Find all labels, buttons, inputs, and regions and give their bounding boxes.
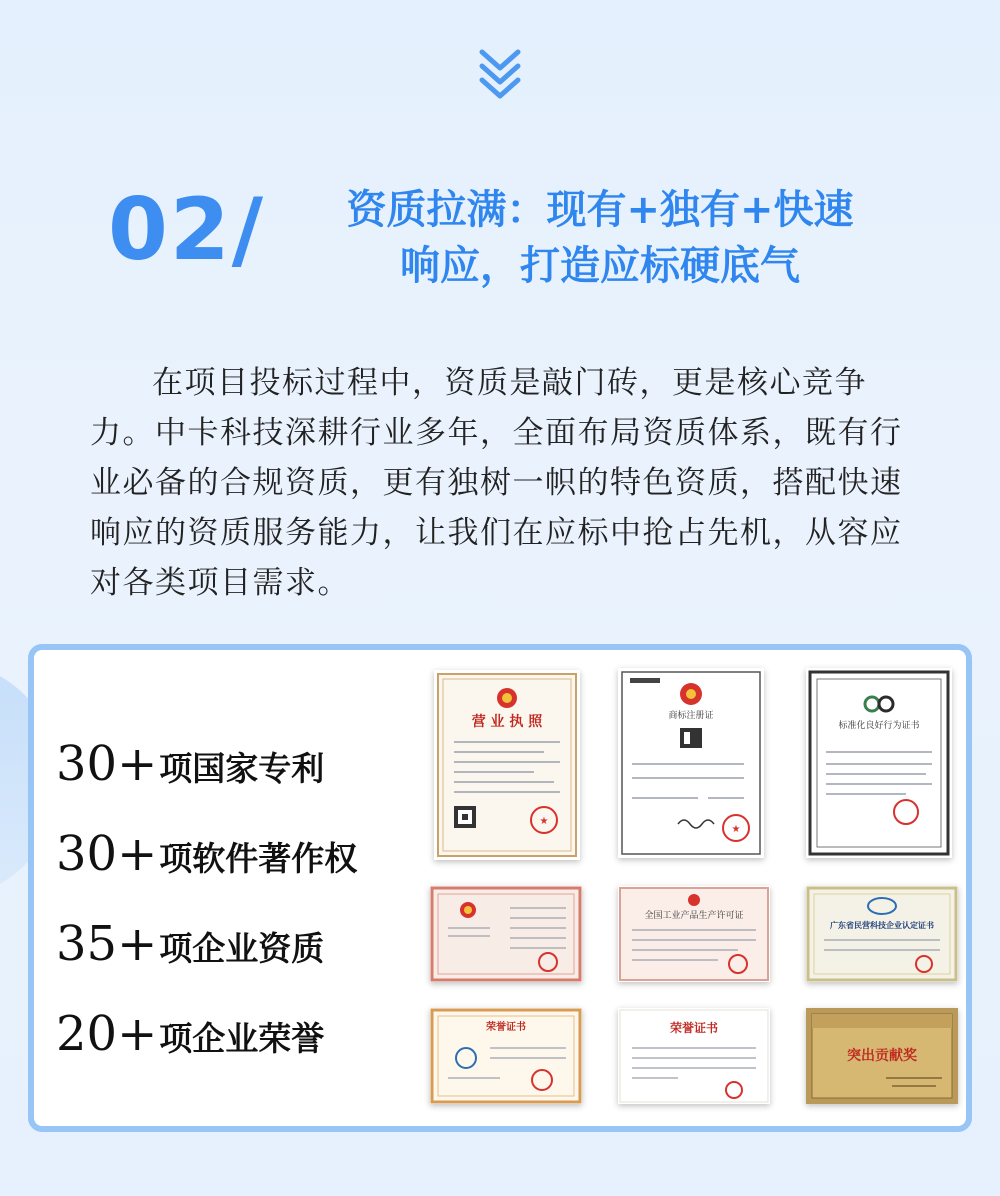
section-number: 02/ [108, 180, 266, 280]
stat-label: 项企业荣誉 [159, 1019, 325, 1058]
gsp-title: 标准化良好行为证书 [838, 721, 920, 731]
svg-text:★: ★ [539, 816, 549, 827]
stat-label: 项软件著作权 [159, 839, 358, 878]
honor-certificate-1-image [430, 1008, 582, 1104]
certificate-gallery [428, 664, 968, 1124]
stat-patents [56, 736, 357, 826]
business-license-image [434, 670, 580, 860]
contribution-plaque-image [806, 1008, 958, 1104]
stat-value: 35+ [56, 916, 158, 972]
plaque-title: 突出贡献奖 [847, 1048, 917, 1064]
stat-label: 项国家专利 [159, 749, 325, 788]
industry-certificate-image [430, 886, 582, 982]
stat-honors [56, 1006, 357, 1096]
stats-list [56, 736, 357, 1096]
stat-value: 20+ [56, 1006, 158, 1062]
business-license-title: 营 业 执 照 [471, 714, 543, 730]
stat-value: 30+ [56, 736, 158, 792]
gsp-certificate-image [806, 668, 952, 858]
honor2-title: 荣誉证书 [669, 1021, 719, 1035]
hightech-title: 广东省民营科技企业认定证书 [830, 920, 934, 930]
honor-certificate-2-image [618, 1008, 770, 1104]
trademark-certificate-image [618, 668, 764, 858]
svg-text:★: ★ [731, 824, 741, 835]
stat-label: 项企业资质 [159, 929, 325, 968]
hightech-certificate-image [806, 886, 958, 982]
stat-software-copyrights [56, 826, 357, 916]
stat-qualifications [56, 916, 357, 1006]
qualification-card [28, 644, 972, 1132]
product-license-title: 全国工业产品生产许可证 [644, 911, 744, 921]
intro-paragraph: 在项目投标过程中，资质是敲门砖，更是核心竞争力。中卡科技深耕行业多年，全面布局资质体系，既有行业必备的合规资质，更有独树一帜的特色资质，搭配快速响应的资质服务能力，让我们在应标中抢占先机，从容应对各类项目需求。 [90, 365, 903, 601]
section-title: 资质拉满：现有+独有+快速 响应，打造应标硬底气 [346, 187, 854, 289]
trademark-title: 商标注册证 [668, 711, 714, 721]
product-license-image [618, 886, 770, 982]
honor1-title: 荣誉证书 [486, 1022, 526, 1033]
double-chevron-down-icon [476, 44, 524, 104]
stat-value: 30+ [56, 826, 158, 882]
